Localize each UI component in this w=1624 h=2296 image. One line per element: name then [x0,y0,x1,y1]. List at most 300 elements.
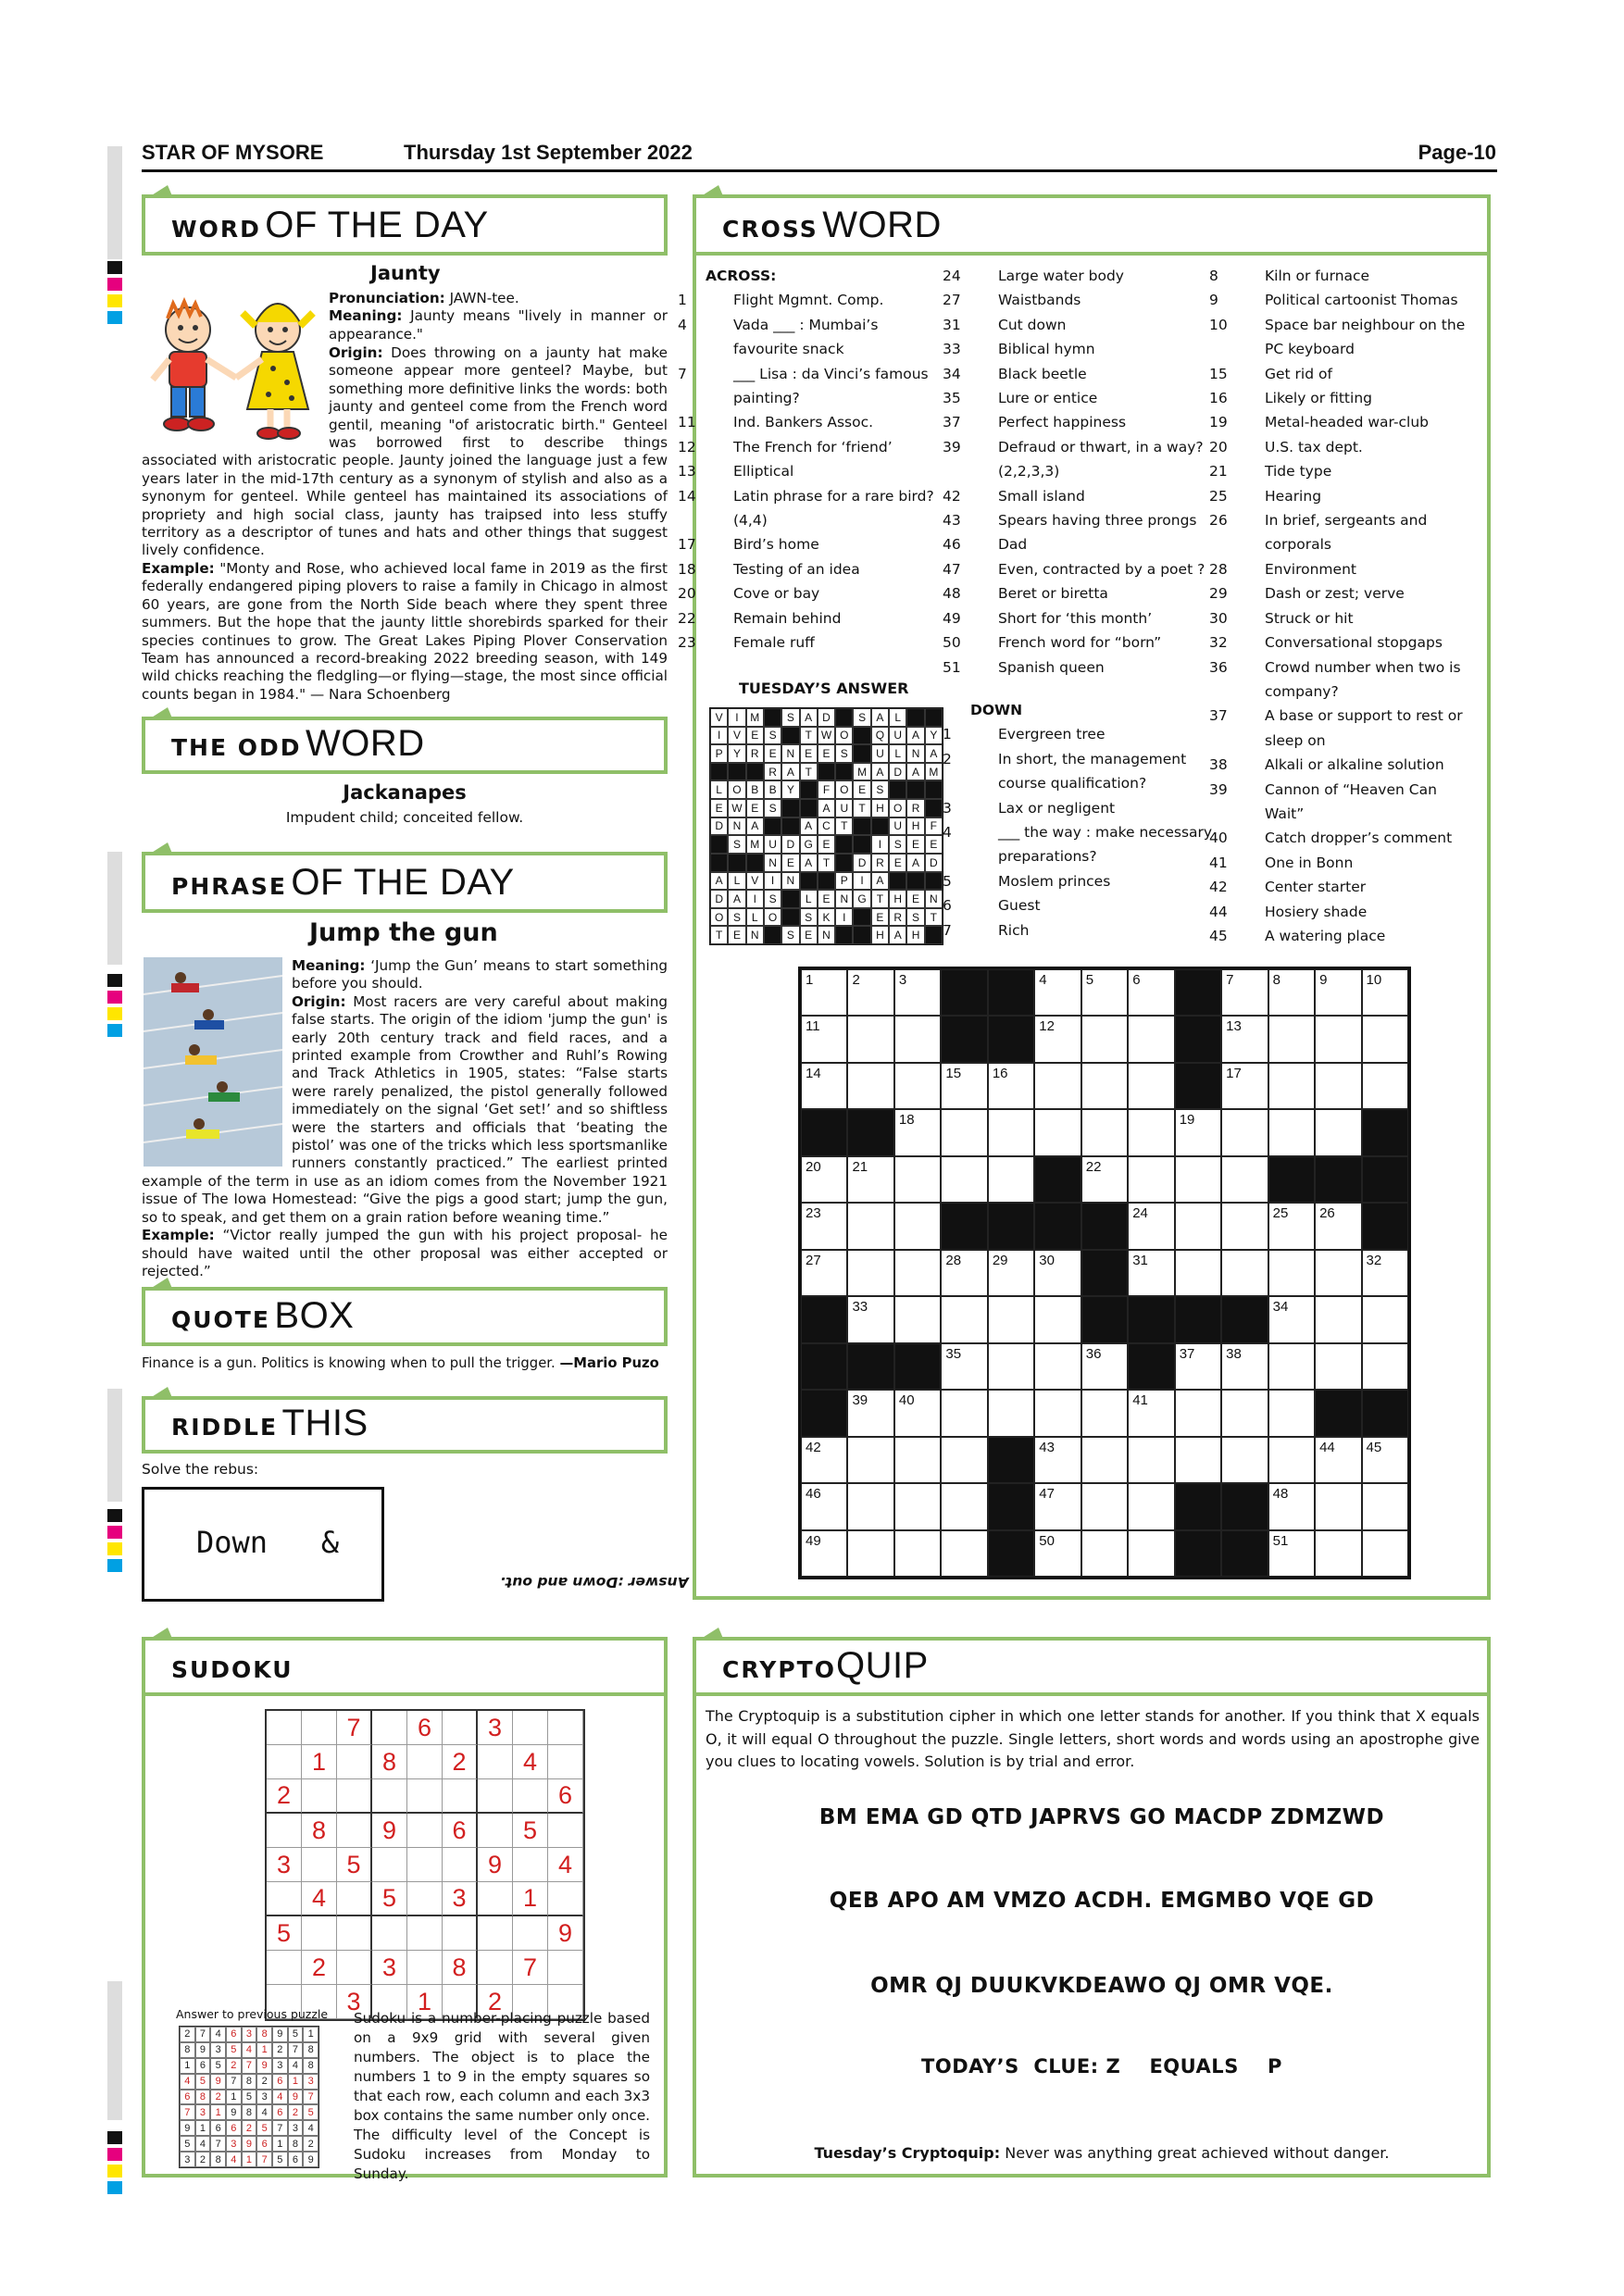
sudoku-cell[interactable] [337,1951,372,1985]
crossword-cell[interactable] [1175,1390,1221,1436]
clue-number: 11 [678,414,696,431]
crossword-cell[interactable] [1268,1296,1315,1342]
cell-number: 12 [1039,1018,1055,1035]
crossword-cell[interactable] [1034,1530,1081,1577]
crossword-cell[interactable] [1362,1437,1408,1483]
crossword-cell[interactable] [894,1016,941,1062]
crossword-cell[interactable] [1362,1343,1408,1390]
sudoku-cell[interactable] [267,1882,302,1916]
crossword-cell[interactable] [1081,1343,1128,1390]
crossword-block [988,969,1034,1016]
sudoku-cell[interactable] [302,1711,337,1745]
answer-cell: N [906,744,924,763]
crossword-cell[interactable] [1362,1250,1408,1296]
prev-sudoku-cell: 9 [272,2027,288,2042]
sudoku-cell[interactable] [443,1711,478,1745]
clue-number: 20 [1209,438,1228,455]
cell-number: 32 [1366,1252,1382,1268]
clue-number: 6 [943,897,952,915]
clue-item [1209,484,1480,508]
crossword-cell[interactable] [1315,1063,1361,1109]
clue-number: 34 [943,365,961,382]
sudoku-cell[interactable] [513,1711,548,1745]
crossword-block [1175,969,1221,1016]
reg-cyan [107,311,122,324]
crossword-cell[interactable] [1268,1437,1315,1483]
crossword-cell[interactable] [1268,1109,1315,1155]
crossword-cell[interactable] [941,1250,987,1296]
answer-cell: N [781,872,799,891]
crossword-cell[interactable] [801,1156,847,1203]
sudoku-cell[interactable] [337,1779,372,1814]
crossword-cell[interactable] [1268,1063,1315,1109]
crossword-cell[interactable] [847,1203,893,1249]
sudoku-cell[interactable] [548,1882,583,1916]
crossword-block [1221,1296,1268,1342]
sudoku-cell[interactable] [513,1848,548,1882]
sudoku-cell: 3 [443,1882,478,1916]
crossword-cell[interactable] [1221,1016,1268,1062]
answer-cell: K [818,908,835,927]
clue-text: Defraud or thwart, in a way? (2,2,3,3) [998,438,1204,480]
clue-item [943,484,1215,508]
prev-sudoku-cell: 3 [242,2027,257,2042]
crossword-cell[interactable] [1128,1250,1174,1296]
crossword-cell[interactable] [1362,1063,1408,1109]
crossword-cell[interactable] [1221,1203,1268,1249]
crossword-cell[interactable] [1268,1016,1315,1062]
sudoku-cell: 6 [548,1779,583,1814]
prev-sudoku-cell: 4 [272,2090,288,2105]
answer-block [746,854,764,872]
crossword-cell[interactable] [1268,1530,1315,1577]
crossword-cell[interactable] [1128,1437,1174,1483]
crossword-cell[interactable] [1081,1530,1128,1577]
crossword-cell[interactable] [941,1063,987,1109]
answer-cell: A [728,890,745,908]
sudoku-cell[interactable] [302,1779,337,1814]
crossword-cell[interactable] [1221,969,1268,1016]
clue-item [943,557,1215,581]
crossword-block [1175,1530,1221,1577]
crossword-cell[interactable] [894,1063,941,1109]
crossword-cell[interactable] [847,1483,893,1529]
crossword-cell[interactable] [1175,1156,1221,1203]
clue-text: Evergreen tree [998,726,1106,743]
prev-sudoku-cell: 8 [288,2136,304,2152]
sudoku-cell[interactable] [372,1779,407,1814]
sudoku-cell[interactable] [407,1951,443,1985]
crossword-cell[interactable] [941,1156,987,1203]
crossword-cell[interactable] [1221,1343,1268,1390]
cell-number: 3 [898,972,907,988]
crossword-block [1362,1109,1408,1155]
crossword-cell[interactable] [1175,1250,1221,1296]
crossword-cell[interactable] [801,1250,847,1296]
crossword-cell[interactable] [1034,1109,1081,1155]
crossword-cell[interactable] [1268,1390,1315,1436]
crossword-cell[interactable] [1081,969,1128,1016]
crossword-cell[interactable] [988,1343,1034,1390]
answer-block [710,854,728,872]
crossword-cell[interactable] [801,1530,847,1577]
crossword-cell[interactable] [941,1483,987,1529]
sudoku-cell[interactable] [478,1882,513,1916]
crossword-cell[interactable] [1221,1390,1268,1436]
crossword-cell[interactable] [1315,969,1361,1016]
sudoku-cell[interactable] [407,1745,443,1779]
answer-cell: U [835,799,853,817]
clue-text: Metal-headed war-club [1265,414,1430,431]
clue-item [943,918,1215,942]
crossword-cell[interactable] [1128,1016,1174,1062]
sudoku-cell[interactable] [548,1951,583,1985]
sudoku-cell: 3 [267,1848,302,1882]
answer-block [889,872,906,891]
clue-text: Ind. Bankers Assoc. [733,414,874,431]
answer-cell: U [764,835,781,854]
answer-cell: A [906,854,924,872]
crossword-cell[interactable] [1081,1016,1128,1062]
crossword-cell[interactable] [1315,1109,1361,1155]
crossword-cell[interactable] [1315,1343,1361,1390]
crossword-cell[interactable] [1081,1437,1128,1483]
sudoku-cell[interactable] [478,1814,513,1848]
crossword-cell[interactable] [894,1156,941,1203]
crossword-cell[interactable] [1175,1203,1221,1249]
crossword-cell[interactable] [847,1250,893,1296]
sudoku-cell[interactable] [267,1951,302,1985]
answer-cell: Y [925,727,943,745]
cell-number: 45 [1366,1439,1382,1455]
sudoku-cell[interactable] [478,1745,513,1779]
crossword-cell[interactable] [801,1437,847,1483]
clue-text: Elliptical [733,463,794,480]
crossword-cell[interactable] [941,1343,987,1390]
crossword-cell[interactable] [894,1250,941,1296]
answer-block [906,708,924,727]
cell-number: 49 [806,1532,821,1549]
crossword-cell[interactable] [894,1530,941,1577]
crossword-cell[interactable] [847,1063,893,1109]
crossword-cell[interactable] [988,1250,1034,1296]
answer-cell: S [764,799,781,817]
clue-text: Beret or biretta [998,585,1108,603]
sudoku-cell[interactable] [302,1916,337,1951]
clue-item [1209,826,1480,850]
crossword-cell[interactable] [1034,1390,1081,1436]
crossword-cell[interactable] [988,1156,1034,1203]
crossword-cell[interactable] [894,1437,941,1483]
crossword-cell[interactable] [1128,1390,1174,1436]
crossword-cell[interactable] [1221,1437,1268,1483]
crossword-cell[interactable] [988,1390,1034,1436]
answer-block [925,872,943,891]
clue-number: 25 [1209,487,1228,505]
crossword-cell[interactable] [847,1390,893,1436]
crossword-cell[interactable] [1268,1203,1315,1249]
clue-number: 39 [943,438,961,455]
answer-block [853,744,870,763]
crossword-block [1034,1203,1081,1249]
sudoku-cell[interactable] [407,1916,443,1951]
crossword-cell[interactable] [1315,1016,1361,1062]
answer-cell: T [818,854,835,872]
sudoku-cell[interactable] [407,1814,443,1848]
crossword-cell[interactable] [801,1063,847,1109]
crossword-cell[interactable] [1315,1296,1361,1342]
odd-word-definition: Impudent child; conceited fellow. [285,809,524,826]
cell-number: 46 [806,1486,821,1503]
answer-cell: N [835,890,853,908]
answer-cell: A [800,708,818,727]
prev-sudoku-cell: 7 [303,2090,319,2105]
section-label-big: WORD [305,723,425,764]
crossword-cell[interactable] [894,1203,941,1249]
section-label-small: RIDDLE [171,1414,279,1441]
sudoku-cell[interactable] [372,1916,407,1951]
crossword-cell[interactable] [1315,1483,1361,1529]
crossword-cell[interactable] [1081,1390,1128,1436]
crossword-cell[interactable] [1081,1063,1128,1109]
crossword-cell[interactable] [1175,1343,1221,1390]
clue-text: Biblical hymn [998,341,1095,358]
answer-block [853,727,870,745]
crossword-block [941,1016,987,1062]
phrase-title: Jump the gun [309,918,498,947]
crossword-cell[interactable] [941,1109,987,1155]
clue-number: 17 [678,536,696,554]
sudoku-cell[interactable] [478,1916,513,1951]
sudoku-cell[interactable] [302,1848,337,1882]
cell-number: 33 [852,1299,868,1316]
crossword-cell[interactable] [1034,1063,1081,1109]
answer-cell: L [710,780,728,799]
clue-text: Catch dropper’s comment [1265,830,1453,847]
crossword-cell[interactable] [941,1437,987,1483]
crossword-cell[interactable] [941,1390,987,1436]
clue-number: 23 [678,634,696,652]
clue-item [678,459,946,483]
cell-number: 29 [992,1252,1008,1268]
crossword-cell[interactable] [801,969,847,1016]
sudoku-cell[interactable] [337,1882,372,1916]
answer-block [835,708,853,727]
crossword-cell[interactable] [1221,1250,1268,1296]
sudoku-cell[interactable] [548,1711,583,1745]
crossword-cell[interactable] [1362,969,1408,1016]
crossword-block [1175,1296,1221,1342]
rebus-box [142,1487,384,1602]
crossword-cell[interactable] [1128,1483,1174,1529]
reg-black [107,1509,122,1522]
crossword-cell[interactable] [1128,1063,1174,1109]
crossword-cell[interactable] [941,1296,987,1342]
clue-item [943,893,1215,917]
sudoku-cell[interactable] [267,1814,302,1848]
crossword-cell[interactable] [1268,1250,1315,1296]
clue-item [678,606,946,630]
sudoku-cell: 8 [302,1814,337,1848]
tuesday-cryptoquip-answer: Never was anything great achieved without danger. [1005,2144,1390,2162]
sudoku-cell[interactable] [548,1814,583,1848]
sudoku-cell[interactable] [337,1916,372,1951]
sudoku-cell[interactable] [513,1916,548,1951]
crossword-cell[interactable] [1128,1530,1174,1577]
crossword-cell[interactable] [1362,1483,1408,1529]
clue-number: 51 [943,658,961,676]
crossword-cell[interactable] [847,1016,893,1062]
clue-text: Testing of an idea [733,560,860,578]
crossword-cell[interactable] [1362,1530,1408,1577]
rebus-text: Down & [196,1525,340,1560]
clue-item [943,386,1215,410]
crossword-cell[interactable] [1034,1437,1081,1483]
clue-item [1209,900,1480,924]
sudoku-cell: 2 [478,1985,513,2019]
crossword-cell[interactable] [1268,1483,1315,1529]
crossword-cell[interactable] [1315,1250,1361,1296]
crossword-cell[interactable] [801,1483,847,1529]
clue-number: 4 [943,823,952,841]
sudoku-cell[interactable] [407,1779,443,1814]
sudoku-cell[interactable] [372,1711,407,1745]
prev-sudoku-cell: 3 [226,2136,242,2152]
crossword-cell[interactable] [1315,1437,1361,1483]
crossword-cell[interactable] [988,1063,1034,1109]
clue-item [1209,264,1480,288]
clue-item [943,869,1215,893]
sudoku-cell[interactable] [548,1745,583,1779]
prev-sudoku-cell: 9 [256,2058,272,2074]
crossword-cell[interactable] [1128,1203,1174,1249]
sudoku-cell[interactable] [443,1848,478,1882]
crossword-cell[interactable] [1034,1343,1081,1390]
crossword-cell[interactable] [1034,969,1081,1016]
crossword-block [847,1109,893,1155]
clue-number: 37 [1209,707,1228,725]
sudoku-cell: 1 [513,1882,548,1916]
crossword-cell[interactable] [894,1109,941,1155]
crossword-cell[interactable] [1081,1156,1128,1203]
crossword-cell[interactable] [1315,1203,1361,1249]
sudoku-cell[interactable] [267,1711,302,1745]
sudoku-cell[interactable] [407,1848,443,1882]
answer-cell: Y [728,744,745,763]
clue-number: 47 [943,560,961,578]
sudoku-cell[interactable] [478,1951,513,1985]
sudoku-cell[interactable] [443,1916,478,1951]
crossword-cell[interactable] [988,1109,1034,1155]
sudoku-cell[interactable] [337,1745,372,1779]
sudoku-cell[interactable] [443,1779,478,1814]
prev-sudoku-cell: 3 [303,2074,319,2090]
crossword-grid [798,967,1411,1579]
clue-list [678,288,946,655]
answer-cell: E [746,799,764,817]
crossword-cell[interactable] [1034,1016,1081,1062]
sudoku-cell[interactable] [372,1848,407,1882]
sudoku-cell[interactable] [478,1779,513,1814]
crossword-cell[interactable] [1221,1063,1268,1109]
crossword-cell[interactable] [894,1390,941,1436]
answer-cell: E [871,908,889,927]
crossword-cell[interactable] [941,1530,987,1577]
crossword-block [1362,1390,1408,1436]
crossword-cell[interactable] [847,1296,893,1342]
sudoku-cell[interactable] [337,1814,372,1848]
clue-text: Lax or negligent [998,799,1116,817]
crossword-cell[interactable] [1128,1156,1174,1203]
crossword-cell[interactable] [1221,1109,1268,1155]
crossword-cell[interactable] [894,969,941,1016]
crossword-cell[interactable] [847,1530,893,1577]
answer-cell: I [835,908,853,927]
prev-sudoku-cell: 6 [195,2058,211,2074]
crossword-cell[interactable] [1268,969,1315,1016]
reg-magenta [107,278,122,291]
crossword-cell[interactable] [1175,1109,1221,1155]
sudoku-cell[interactable] [407,1882,443,1916]
prev-sudoku-cell: 8 [242,2074,257,2090]
crossword-cell[interactable] [1362,1016,1408,1062]
clue-item [1209,581,1480,605]
across-label: ACROSS: [706,268,777,284]
crossword-cell[interactable] [894,1483,941,1529]
crossword-cell[interactable] [847,1156,893,1203]
clue-text: Get rid of [1265,365,1332,382]
answer-cell: D [889,763,906,781]
crossword-cell[interactable] [1128,1109,1174,1155]
cell-number: 18 [898,1112,915,1129]
answer-cell: A [800,817,818,836]
section-label-big: OF THE DAY [265,205,489,245]
cryptoquip-line-2: QEB APO AM VMZO ACDH. EMGMBO VQE GD [829,1889,1375,1913]
crossword-cell[interactable] [1315,1530,1361,1577]
cell-number: 43 [1039,1439,1055,1455]
margin-bar [107,852,122,965]
prev-sudoku-cell: 2 [195,2152,211,2167]
answer-cell: M [746,708,764,727]
answer-block [764,708,781,727]
answer-cell: E [818,890,835,908]
crossword-cell[interactable] [847,1437,893,1483]
sudoku-cell[interactable] [267,1745,302,1779]
clue-item [943,820,1215,869]
crossword-cell[interactable] [801,1016,847,1062]
crossword-cell[interactable] [1034,1483,1081,1529]
crossword-cell[interactable] [847,969,893,1016]
crossword-cell[interactable] [1081,1483,1128,1529]
crossword-cell[interactable] [1268,1343,1315,1390]
answer-cell: O [835,727,853,745]
crossword-cell[interactable] [1081,1109,1128,1155]
crossword-cell[interactable] [988,1296,1034,1342]
crossword-cell[interactable] [1034,1296,1081,1342]
crossword-cell[interactable] [1362,1296,1408,1342]
sudoku-cell[interactable] [513,1779,548,1814]
answer-cell: R [906,799,924,817]
cell-number: 24 [1132,1205,1148,1222]
sudoku-grid [265,1709,585,2021]
crossword-cell[interactable] [801,1203,847,1249]
crossword-cell[interactable] [1175,1437,1221,1483]
crossword-cell[interactable] [1221,1156,1268,1203]
crossword-cell[interactable] [894,1296,941,1342]
crossword-cell[interactable] [1034,1250,1081,1296]
clue-text: Short for ‘this month’ [998,609,1153,627]
crossword-cell[interactable] [1128,969,1174,1016]
